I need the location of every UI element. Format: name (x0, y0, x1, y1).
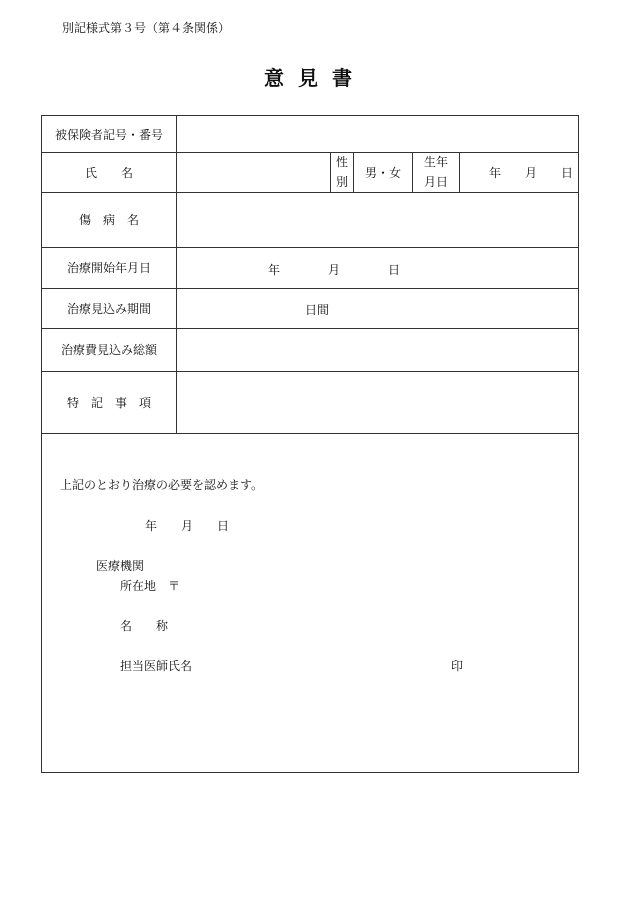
address-label: 所在地 〒 (120, 579, 181, 593)
birth-label-line-1: 生年 (423, 155, 448, 169)
birth-date-label (413, 152, 459, 192)
name-field[interactable] (177, 152, 330, 192)
form-number: 別記様式第３号（第４条関係） (62, 21, 231, 35)
statement-date[interactable]: 年 月 日 (145, 519, 230, 533)
row-divider (42, 433, 578, 434)
insured-id-field[interactable] (177, 116, 579, 152)
disease-field[interactable] (177, 192, 579, 247)
treatment-cost-field[interactable] (177, 328, 579, 371)
treatment-period-field[interactable]: 日間 (305, 303, 330, 317)
page-title: 意見書 (264, 66, 366, 90)
sex-label-line-1: 性 (335, 155, 348, 169)
birth-label-line-2: 月日 (423, 175, 448, 189)
doctor-name-label: 担当医師氏名 (120, 659, 193, 673)
treatment-period-label: 治療見込み期間 (66, 301, 151, 316)
sex-label-line-2: 別 (335, 175, 348, 189)
treatment-start-field[interactable]: 年 月 日 (268, 263, 401, 277)
disease-label: 傷 病 名 (78, 213, 139, 227)
remarks-label: 特 記 事 項 (66, 395, 151, 410)
opinion-form (41, 115, 579, 773)
birth-date-field[interactable]: 年 月 日 (488, 165, 573, 180)
institution-name-label: 名 称 (120, 619, 169, 633)
remarks-field[interactable] (177, 371, 579, 433)
name-label: 氏 名 (84, 165, 133, 180)
institution-label: 医療機関 (96, 559, 145, 573)
sex-selection[interactable]: 男・女 (364, 165, 401, 180)
seal-mark: 印 (451, 659, 464, 673)
statement-text: 上記のとおり治療の必要を認めます。 (60, 478, 264, 492)
sex-label (331, 152, 353, 192)
treatment-cost-label: 治療費見込み総額 (60, 343, 157, 357)
treatment-start-label: 治療開始年月日 (66, 261, 151, 275)
insured-id-label: 被保険者記号・番号 (54, 127, 163, 142)
